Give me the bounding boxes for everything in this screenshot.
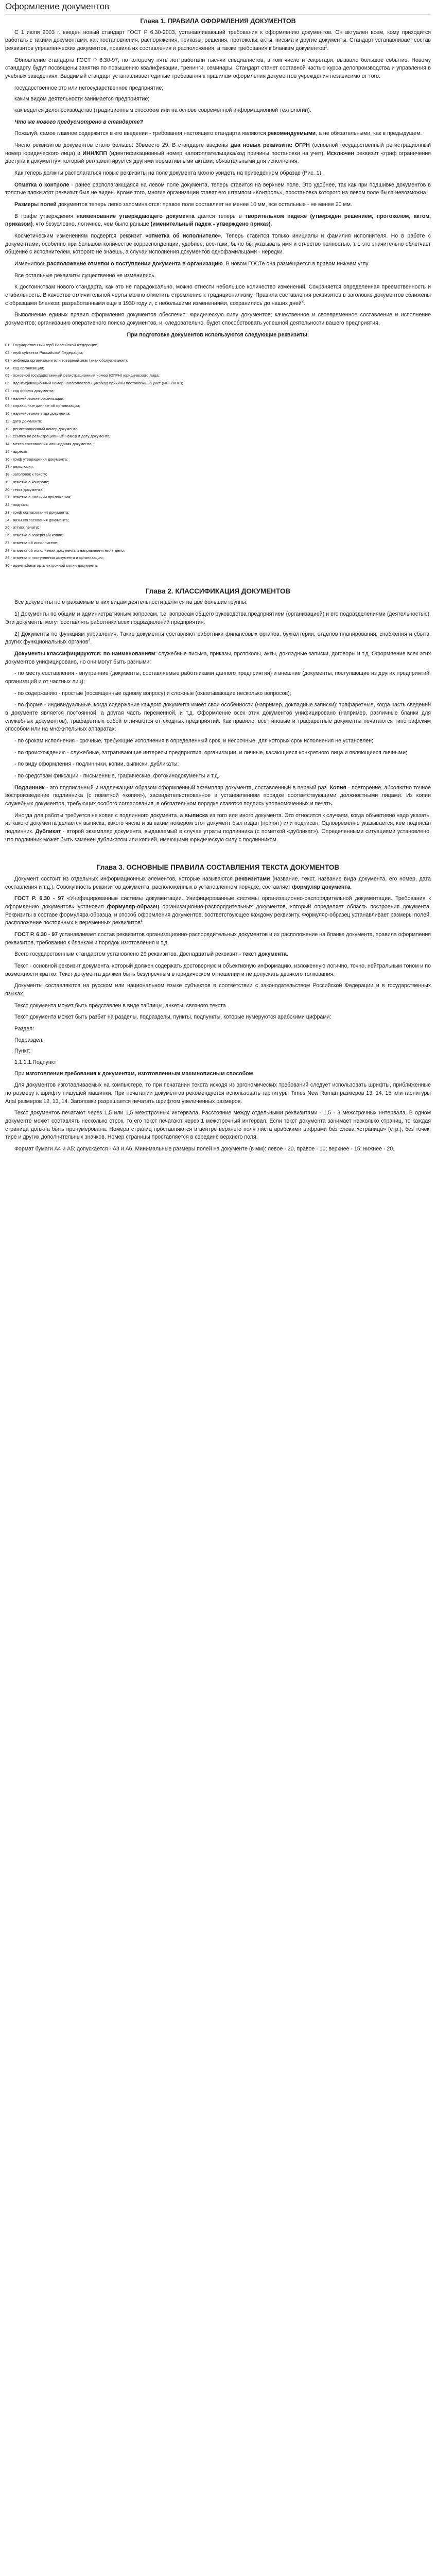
rekvizit-item: 04 - код организации; (5, 365, 44, 370)
paragraph-text: С 1 июля 2003 г. введен новый стандарт ГОСТ Р 6.30-2003, устанавливающий требования к оформлению документов. Он актуален всем, кому приходится работать с такими документами, как постановления, распоряжения, приказы, решения, протоколы, акты, письма и другие документы. Стандарт устанавливает состав реквизитов управленческих документов, правила их составления и расположения, а также требования к бланкам документов (5, 29, 431, 52)
paragraph: Текст документов печатают через 1,5 или 1,5 межстрочных интервала. Расстояние между отдельными реквизитами - 1,5 - 3 межстрочных интервала. В одном документе может составлять несколько строк, то его текст печатают через 1 межстрочный интервал. Если текст документа занимает несколько страниц, то каждая страница должна быть пронумерована. Номера страниц проставляются в центре верхнего поля листа арабскими цифрами без слова «страница» (стр.), без точек, тире и других дополнительных значков. Номер страницы проставляется в середине верхнего поля. (5, 1110, 431, 1141)
emphasis: реквизитами (235, 875, 270, 882)
text: дается теперь в (194, 213, 245, 219)
emphasis: формуляр-образец (107, 903, 160, 910)
paragraph (5, 812, 431, 844)
footnote-ref[interactable]: 2 (301, 300, 304, 304)
rekvizit-item: 20 - текст документа; (5, 487, 44, 492)
emphasis: творительном падеже (245, 213, 310, 219)
text: . В новом ГОСТе она размещается в правом нижнем углу. (222, 260, 370, 267)
emphasis: Исключен (327, 150, 354, 157)
text: - повторение, абсолютно точное воспроизведение подлинника (с пометкой «копия»), засвидетельствованное в установленном порядке соответствующими должностными лицами. Из копии служебных документов, требующих особого согласования, в обязательном порядке ставятся подпись уполномоченных и печать. (5, 784, 431, 807)
paragraph: Выполнение единых правил оформления документов обеспечит: юридическую силу документов; качественное и своевременное составление и исполнение документов; организацию оперативного поиска документов, и, следовательно, будет способствовать успешной деятельности вашего предприятия. (5, 312, 431, 326)
emphasis: ИНН/КПП (82, 150, 107, 157)
emphasis: (именительный падеж - утверждено приказ) (150, 221, 271, 228)
paragraph: К достоинствам нового стандарта, как это не парадоксально, можно отнести небольшое количество изменений. Сохраняется определенная преемственность и стабильность. В качестве отличительной черты можно отметить стремление к традиционализму. Правила составления реквизитов в заголовке документов сближены с образцами бланков, разработанными еще в 1930 году и, с небольшими изменениями, сохранились до наших дней$^2$. (5, 284, 431, 307)
text: Всего государственным стандартом установлено 29 реквизитов. Двенадцатый реквизит - (14, 951, 243, 958)
rekvizit-item: 24 - визы согласования документа; (5, 517, 69, 522)
paragraph: - по виду оформления - подлинники, копии, выписки, дубликаты; (14, 761, 179, 768)
list-item: государственное это или негосударственное предприятие; (14, 84, 164, 91)
rekvizit-item: 21 - отметка о наличии приложения; (5, 495, 72, 500)
subheading-text: Что же нового предусмотрено в стандарте? (14, 118, 143, 125)
document-page (0, 0, 436, 1164)
paragraph (5, 931, 431, 947)
emphasis: наименование утверждающего документа (76, 213, 195, 219)
paragraph (5, 260, 431, 268)
emphasis: ГОСТ Р. 6.30 - 97 (14, 895, 64, 902)
paragraph: Для документов изготавливаемых на компьютере, то при печатании текста исходя из эргономических требований следует использовать шрифты, приближенные по размеру к шрифту пишущей машинки. При печатании документов рекомендуется использовать гарнитуры Times New Roman размеров 13, 14, 15 или гарнитуры Arial размеров 12, 13, 14. Заголовки разрешается печатать шрифтом увеличенных размеров. (5, 1082, 431, 1105)
text: «Унифицированные системы документации. Унифицированные системы организационно-распорядительной документации. Требования к оформлению документов» установил (5, 895, 431, 910)
text: (основной государственный регистрационный номер юридического лица) и (5, 142, 431, 157)
paragraph: Формат бумаги А4 и А5; допускается - А3 и А6. Минимальные размеры полей на документе (в мм): левое - 20, правое - 10; верхнее - 15; нижнее - 20. (14, 1145, 395, 1152)
emphasis: Отметка о контроле (14, 181, 69, 188)
text: - это подписанный и надлежащим образом оформленный экземпляр документа, составленный в первый раз. (44, 784, 330, 791)
text: Косметическим изменениям подвергся реквизит (14, 232, 146, 239)
text: . (350, 884, 352, 890)
list-gost-scope (5, 84, 431, 115)
rekvizit-item: 27 - отметка об исполнителе; (5, 540, 59, 545)
text: . (270, 221, 272, 228)
rekvizit-item: 13 - ссылка на регистрационный номер и дату документа; (5, 434, 111, 439)
text: Пожалуй, самое главное содержится в его введении - требования настоящего стандарта являются (14, 130, 268, 137)
rekvizit-item: 14 - место составления или издания документа; (5, 442, 93, 447)
rekvizit-item: 07 - код формы документа; (5, 388, 55, 393)
emphasis: ГОСТ Р. 6.30 - 97 (14, 931, 58, 938)
paragraph: Текст - основной реквизит документа, который должен содержать достоверную и объективную информацию, изложенную логично, точно, нейтральным тоном и по возможности кратко. Текст документа должен быть безупречным в юридическом отношении и не допускать двоякого толкования. (5, 962, 431, 977)
numbering-example: Раздел: (14, 1025, 34, 1032)
rekvizity-list-title: При подготовке документов используются следующие реквизиты: (127, 331, 309, 338)
text: : служебные письма, приказы, протоколы, акты, докладные записки, договоры и т.д. Оформление всех этих документов унифицировано, но они могут быть разными: (5, 650, 431, 665)
chapter-1-title: Глава 1. ПРАВИЛА ОФОРМЛЕНИЯ ДОКУМЕНТОВ (140, 18, 296, 25)
rekvizit-item: 09 - справочные данные об организации; (5, 403, 80, 409)
numbering-example: Подраздел: (14, 1037, 44, 1043)
rekvizit-item: 28 - отметка об исполнении документа и направлении его в дело; (5, 548, 125, 553)
paragraph: Текст документа может быть представлен в виде таблицы, анкеты, связного текста. (14, 1002, 228, 1009)
text: , а не обязательными, как в предыдущем. (316, 130, 422, 137)
paragraph: Все остальные реквизиты существенно не изменились. (14, 272, 156, 279)
rekvizit-item: 22 - подпись; (5, 502, 29, 507)
emphasis: выписка (184, 812, 208, 819)
text: Иногда для работы требуется не копия с подлинного документа, а (14, 812, 185, 819)
emphasis: текст документа. (242, 951, 288, 958)
rekvizit-item: 16 - гриф утверждения документа; (5, 456, 68, 462)
paragraph: Все документы по отражаемым в них видам деятельности делятся на две большие группы: (14, 599, 248, 606)
list-item: каким видом деятельности занимается предприятие; (14, 96, 150, 103)
text: организационно-распорядительных документов, который определяет область построения документа. Реквизиты в составе формуляра-образца, и способ оформления документов, соответствующее каждому реквизиту. Формуляр-образец устанавливает размеры полей, расположение постоянных и переменных реквизитов (5, 903, 431, 926)
paragraph (5, 1070, 431, 1078)
footnote-ref[interactable]: 4 (140, 919, 143, 923)
rekvizit-item: 26 - отметка о заверении копии; (5, 533, 64, 538)
paragraph: - по срокам исполнения - срочные, требующие исполнения в определенный срок, и несрочные, для которых срок исполнения не установлен; (14, 737, 373, 744)
emphasis: формуляр документа (292, 884, 351, 890)
rekvizit-item: 25 - оттиск печати; (5, 525, 39, 530)
text: устанавливает состав реквизитов организационно-распорядительных документов и их расположение на бланке документа, правила оформления реквизитов, требования к бланкам и порядок изготовления и т.д. (5, 931, 431, 946)
text: , что безусловно, логичнее, чем было раньше (32, 221, 151, 228)
numbering-example: 1.1.1.1.Подпункт (14, 1059, 57, 1065)
text: (название, текст, название вида документа, его номер, дата составления и т.д.). Совокупность реквизитов документа, расположенных в установленном порядке, составляет (5, 875, 431, 890)
paragraph: Текст документа может быть разбит на разделы, подразделы, пункты, подпункты, которые нумеруются арабскими цифрами: (14, 1014, 332, 1021)
paragraph: - по средствам фиксации - письменные, графические, фотокинодокументы и т.д. (14, 772, 219, 779)
list-item: как ведется делопроизводство (традиционным способом или на основе современной информационной технологии). (14, 107, 311, 113)
paragraph (5, 181, 431, 197)
emphasis: Размеры полей (14, 201, 57, 208)
text: Изменилось (14, 260, 47, 267)
emphasis: Документы классифицируются: по наименованиям (14, 650, 155, 657)
subheading-question (5, 118, 431, 127)
paragraph (5, 875, 431, 891)
paragraph (5, 784, 431, 808)
text: из того или иного документа. Это относится к случаям, когда объективно надо указать, из какого документа делается выписка, какого числа и за каким номером этот документ был издан (принят) или подписан. Одновременно указывается, кем подписан подлинник. (5, 812, 431, 835)
text: документов теперь легко запоминаются: правое поле составляет не менее 10 мм, все остальные - не менее 20 мм. (56, 201, 352, 208)
paragraph: - по происхождению - служебные, затрагивающие интересы предприятия, организации, и личные, касающиеся конкретного лица и являющиеся личными; (14, 749, 407, 756)
paragraph: С 1 июля 2003 г. введен новый стандарт ГОСТ Р 6.30-2003, устанавливающий требования к оформлению документов. Он актуален всем, кому приходится работать с такими документами, как постановления, распоряжения, приказы, решения, протоколы, акты, письма и другие документы. Стандарт устанавливает состав реквизитов управленческих документов, правила их составления и расположения, а также требования к бланкам документов$^1$. (5, 29, 431, 52)
text: К достоинствам нового стандарта, как это не парадоксально, можно отнести небольшое количество изменений. Сохраняется определенная преемственность и стабильность. В качестве отличительной черты можно отметить стремление к традиционализму. Правила составления реквизитов в заголовке документов сближены с образцами бланков, разработанными еще в 1930 году и, с небольшими изменениями, сохранились до наших дней (5, 284, 431, 307)
paragraph (5, 142, 431, 166)
chapter-2-title: Глава 2. КЛАССИФИКАЦИЯ ДОКУМЕНТОВ (145, 587, 291, 595)
rekvizity-list (5, 343, 431, 568)
paragraph: - по месту составления - внутренние (документы, составляемые работниками данного предприятия) и внешние (документы, поступающие из других предприятий, организаций и от частных лиц); (5, 670, 431, 685)
emphasis: расположение отметки о поступлении документа в организацию (47, 260, 223, 267)
rekvizit-item: 06 - идентификационный номер налогоплательщика/код причины постановки на учет (ИНН/КПП); (5, 381, 183, 386)
rekvizit-item: 01 - Государственный герб Российской Федерации; (5, 343, 99, 348)
rekvizit-item: 05 - основной государственный регистрационный номер (ОГРН) юридического лица; (5, 373, 160, 378)
paragraph (5, 213, 431, 229)
paragraph: ГОСТ Р. 6.30 - 97 «Унифицированные системы документации. Унифицированные системы организационно-распорядительной документации. Требования к оформлению документов» установил формуляр-образец организационно-распорядительных документов, который определяет область построения документа. Реквизиты в составе формуляра-образца, и способ оформления документов, соответствующее каждому реквизиту. Формуляр-образец устанавливает размеры полей, расположение постоянных и переменных реквизитов$^4$. (5, 895, 431, 926)
text: В графе утверждения (14, 213, 77, 219)
footnote-ref[interactable]: 1 (325, 45, 327, 49)
rekvizit-item: 30 - идентификатор электронной копии документа. (5, 563, 98, 568)
emphasis: Дубликат (35, 828, 61, 835)
rekvizit-item: 23 - гриф согласования документа; (5, 510, 69, 515)
page-title: Оформление документов (5, 1, 431, 15)
rekvizit-item: 12 - регистрационный номер документа; (5, 426, 79, 431)
rekvizit-item: 15 - адресат; (5, 449, 29, 454)
rekvizit-item: 02 - герб субъекта Российской Федерации; (5, 350, 83, 355)
rekvizit-item: 08 - наименование организации; (5, 396, 65, 401)
rekvizit-item: 17 - резолюция; (5, 464, 34, 469)
emphasis: два новых реквизита: ОГРН (231, 142, 310, 148)
rekvizit-item: 10 - наименование вида документа; (5, 411, 71, 416)
text: 2) Документы по функциям управления. Такие документы составляют работники финансовых органов, бухгалтерии, отделов планирования, снабжения и сбыта, других функциональных органов (5, 631, 431, 646)
rekvizit-item: 18 - заголовок к тексту; (5, 472, 47, 477)
rekvizit-item: 19 - отметка о контроле; (5, 479, 49, 484)
emphasis: рекомендуемыми (267, 130, 316, 137)
paragraph (5, 951, 431, 959)
emphasis: Копия (329, 784, 346, 791)
emphasis: изготовлении требования к документам, изготовленным машинописным способом (26, 1070, 253, 1077)
rekvizit-item: 03 - эмблема организации или товарный знак (знак обслуживания); (5, 358, 128, 363)
paragraph (5, 650, 431, 666)
emphasis: «отметка об исполнителе» (145, 232, 221, 239)
rekvizit-item: 11 - дата документа; (5, 418, 42, 423)
paragraph (5, 201, 431, 209)
paragraph (5, 130, 431, 138)
paragraph: 1) Документы по общим и административным вопросам, т.е. вопросам общего руководства предприятием (организацией) и его подразделениями (деятельностью). Эти документы могут составлять работники всех подразделений предприятия. (5, 611, 431, 625)
paragraph: - по содержанию - простые (посвященные одному вопросу) и сложные (охватывающие несколько вопросов); (14, 690, 291, 697)
paragraph: - по форме - индивидуальные, когда содержание каждого документа имеет свои особенности (например, докладные записки); трафаретные, когда часть сведений в документе является постоянной, а другая часть переменной, и т.д. Оформление всех этих документов унифицировано (например, различные бланки для служебных документов), трафаретных собой отличаются от сходных предприятий. Как правило, все типовые и трафаретные документы печатаются типографским способом или на множительных аппаратах; (5, 702, 431, 733)
paragraph: Обновление стандарта ГОСТ Р 6.30-97, по которому пять лет работали тысячи специалистов, в том числе и секретари, вызвало большое событие. Новому стандарту будут посвящены занятия по повышению квалификации, тренинги, семинары. Стандарт станет составной частью курса делопроизводства и управления в учебных заведениях. Вводимый стандарт устанавливает единые требования к правилам оформления документов учреждения независимо от того: (5, 57, 431, 79)
text: - ранее располагающаяся на левом поле документа, теперь ставится на верхнем поле. Это удобнее, так как при подшивке документов в толстые папки этот реквизит был не виден. Кроме того, многие организации ставят его штампом «Контроль», простановка которого на левом поле была невозможна. (5, 181, 431, 196)
text: Документ состоит из отдельных информационных элементов, которые называются (14, 875, 235, 882)
paragraph: Документы составляются на русском или национальном языке субъектов в соответствии с законодательством Российской Федерации и в государственных языках. (5, 982, 431, 997)
emphasis: Подлинник (14, 784, 45, 791)
numbering-example: Пункт: (14, 1048, 31, 1055)
text: . Теперь ставится только инициалы и фамилия исполнителя. Но в работе с документами, особенно при большом количестве корреспонденции, удобнее, все-таки, было бы указывать имя и отчество полностью, т.к. это значительно облегчает общение с исполнителем, которого не знаешь, а случаи исполнения документов однофамильцами - нередки. (5, 232, 431, 256)
text: (идентификационный номер налогоплательщика/код причины постановки на учет). (107, 150, 327, 157)
text: Число реквизитов документов стало больше: 30вместо 29. В стандарте введены (14, 142, 231, 148)
paragraph: 2) Документы по функциям управления. Такие документы составляют работники финансовых органов, бухгалтерии, отделов планирования, снабжения и сбыта, других функциональных органов$^3$. (5, 631, 431, 646)
text: реквизит «гриф ограничения доступа к документу», который регламентируется другими нормативными актами, обязательными для исполнения. (5, 150, 431, 165)
paragraph (5, 232, 431, 257)
rekvizit-item: 29 - отметка о поступлении документа в организацию; (5, 555, 104, 561)
emphasis: (утвержден решением, протоколом, актом, приказом) (5, 213, 431, 228)
text: При (14, 1070, 26, 1077)
footnote-ref[interactable]: 3 (88, 638, 91, 642)
paragraph: Как теперь должны располагаться новые реквизиты на поле документа можно увидеть на приведенном образце (Рис. 1). (14, 170, 323, 176)
chapter-3-title: Глава 3. ОСНОВНЫЕ ПРАВИЛА СОСТАВЛЕНИЯ ТЕКСТА ДОКУМЕНТОВ (96, 863, 340, 872)
text: - второй экземпляр документа, выдаваемый в случае утраты подлинника (с пометкой «дубликат»). Определенными ситуациями установлено, что подлинник может быть заменен дубликатом или копией, имеющими юридическую силу с подлинником. (5, 828, 431, 843)
